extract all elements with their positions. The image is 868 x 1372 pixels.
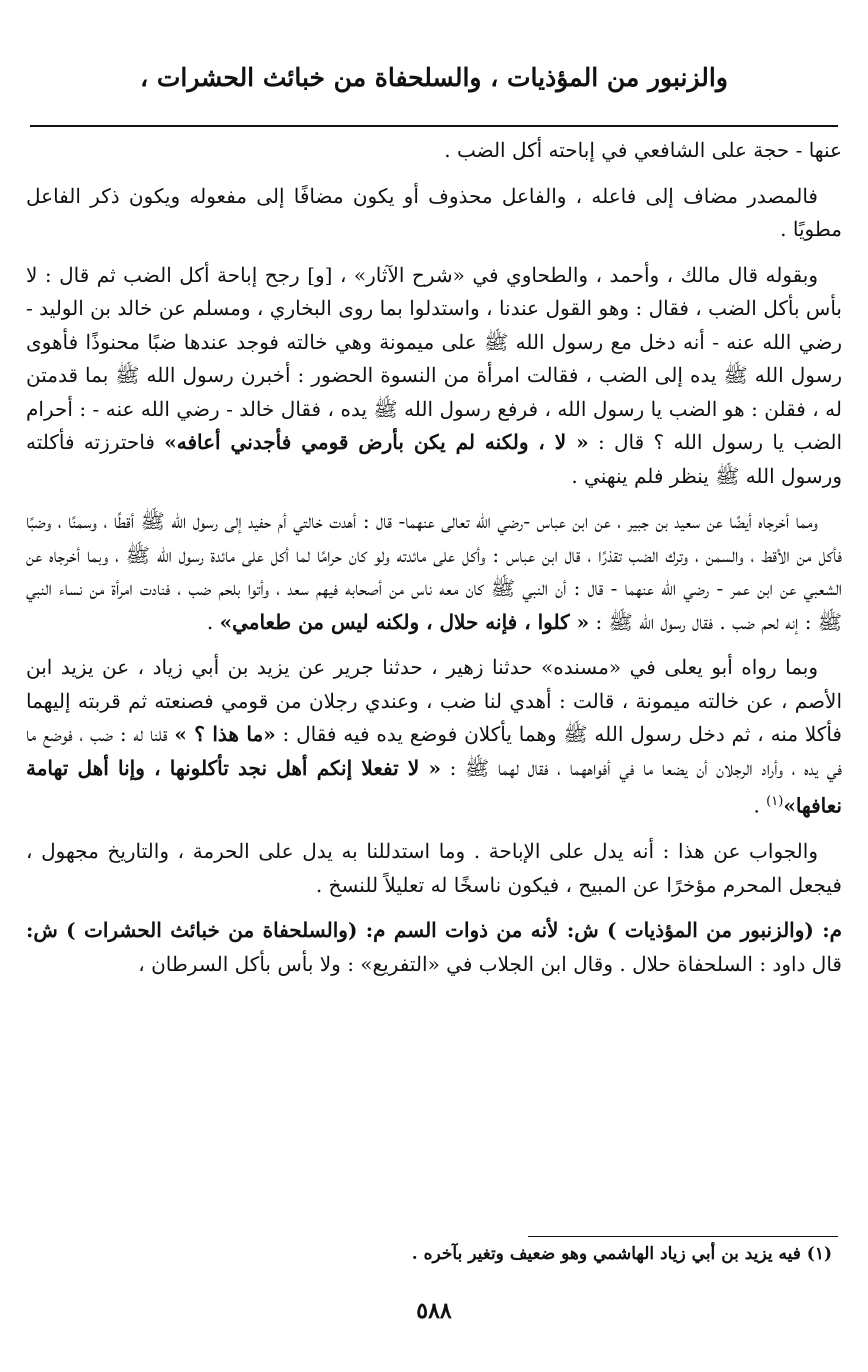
- footnote: (١) فيه يزيد بن أبي زياد الهاشمي وهو ضعيف وتغير بآخره .: [411, 1244, 832, 1264]
- paragraph-2: [26, 180, 842, 247]
- footnote-divider: [528, 1236, 838, 1237]
- paragraph-text: فالمصدر مضاف إلى فاعله ، والفاعل محذوف أو يكون مضافًا إلى مفعوله ويكون ذكر الفاعل مطويًا .: [26, 183, 842, 241]
- paragraph-text: .: [753, 793, 767, 818]
- hadith-quote: « لا تفعلا إنكم أهل نجد تأكلونها ، وإنا أهل تهامة نعافها»: [26, 755, 842, 818]
- paragraph-text: .: [206, 609, 220, 634]
- paragraph-text: قلنا له : ضب ، فوضع ما في يده ، وأراد الرجلان أن يضعا ما في أفواههما ، فقال لهما ﷺ :: [26, 722, 842, 780]
- matn-text: م: (والزنبور من المؤذيات ) ش: لأنه من ذوات السم م: (والسلحفاة من خبائث الحشرات ) ش:: [26, 918, 842, 943]
- paragraph-text: وبقوله قال مالك ، وأحمد ، والطحاوي في «شرح الآثار» ، [و] رجح إباحة أكل الضب ثم قال : لا بأس بأكل الضب ، فقال : وهو القول عندنا ، واستدلوا بما روى البخاري ، ومسلم عن خالد بن الوليد - رضي الله عنه - أنه دخل مع رسول الله ﷺ على ميمونة وهي خالته فوجد عندها ضبًا محنوذًا فأهوى رسول الله ﷺ يده إلى الضب ، فقالت امرأة من النسوة الحضور : أخبرن رسول الله ﷺ بما قدمتن له ، فقلن : هو الضب يا رسول الله ، فرفع رسول الله ﷺ يده ، فقال خالد - رضي الله عنه - : أحرام الضب يا رسول الله ؟ قال :: [26, 262, 842, 454]
- paragraph-7: [26, 914, 842, 981]
- paragraph-text: فاحترزته فأكلته ورسول الله ﷺ ينظر فلم ينهني .: [26, 430, 842, 488]
- paragraph-text: قال داود : السلحفاة حلال . وقال ابن الجلاب في «التفريع» : ولا بأس بأكل السرطان ،: [138, 951, 842, 976]
- header-divider: [30, 125, 838, 127]
- footnote-marker: (١): [766, 794, 784, 809]
- paragraph-text: والجواب عن هذا : أنه يدل على الإباحة . وما استدللنا به يدل على الحرمة ، والتاريخ مجهول ، فيجعل المحرم مؤخرًا عن المبيح ، فيكون ناسخًا له تعليلاً للنسخ .: [26, 839, 842, 897]
- page-number: ٥٨٨: [416, 1298, 452, 1324]
- page-body: [26, 134, 842, 993]
- hadith-quote: « كلوا ، فإنه حلال ، ولكنه ليس من طعامي»: [219, 609, 590, 634]
- running-header: والزنبور من المؤذيات ، والسلحفاة من خبائث الحشرات ،: [140, 63, 728, 92]
- paragraph-5: [26, 651, 842, 823]
- paragraph-text: وبما رواه أبو يعلى في «مسنده» حدثنا زهير ، حدثنا جرير عن يزيد بن أبي زياد ، عن يزيد ابن الأصم ، عن خالته ميمونة ، قالت : أهدي لنا ضب ، وعندي رجلان من قومي فصنعته ثم قربته إليهما فأكلا منه ، ثم دخل رسول الله ﷺ وهما يأكلان فوضع يده فيه فقال :: [26, 655, 842, 746]
- hadith-quote: « لا ، ولكنه لم يكن بأرض قومي فأجدني أعافه»: [164, 430, 589, 454]
- paragraph-text: ومما أخرجاه أيضًا عن سعيد بن جبير ، عن ابن عباس -رضي الله تعالى عنهما- قال : أهدت خالتي أم حفيد إلى رسول الله ﷺ أقطًا ، وسمنًا ، وضبًا فأكل من الأقط ، والسمن ، وترك الضب تقذرًا ، قال ابن عباس : وأكل على مائدته ولو كان حرامًا لما أكل على مائدة رسول الله ﷺ ، وبما أخرجاه عن الشعبي عن ابن عمر - رضي الله عنهما - قال : أن النبي ﷺ كان معه ناس من أصحابه فيهم سعد ، وأتوا بلحم ضب ، فنادت امرأة من نساء النبي ﷺ : إنه لحم ضب . فقال رسول الله ﷺ :: [26, 509, 842, 634]
- paragraph-text: عنها - حجة على الشافعي في إباحته أكل الضب .: [444, 138, 842, 162]
- paragraph-3: [26, 259, 842, 494]
- hadith-quote: «ما هذا ؟ »: [174, 722, 276, 746]
- paragraph-1: [26, 134, 842, 168]
- paragraph-4: [26, 505, 842, 639]
- paragraph-6: [26, 835, 842, 902]
